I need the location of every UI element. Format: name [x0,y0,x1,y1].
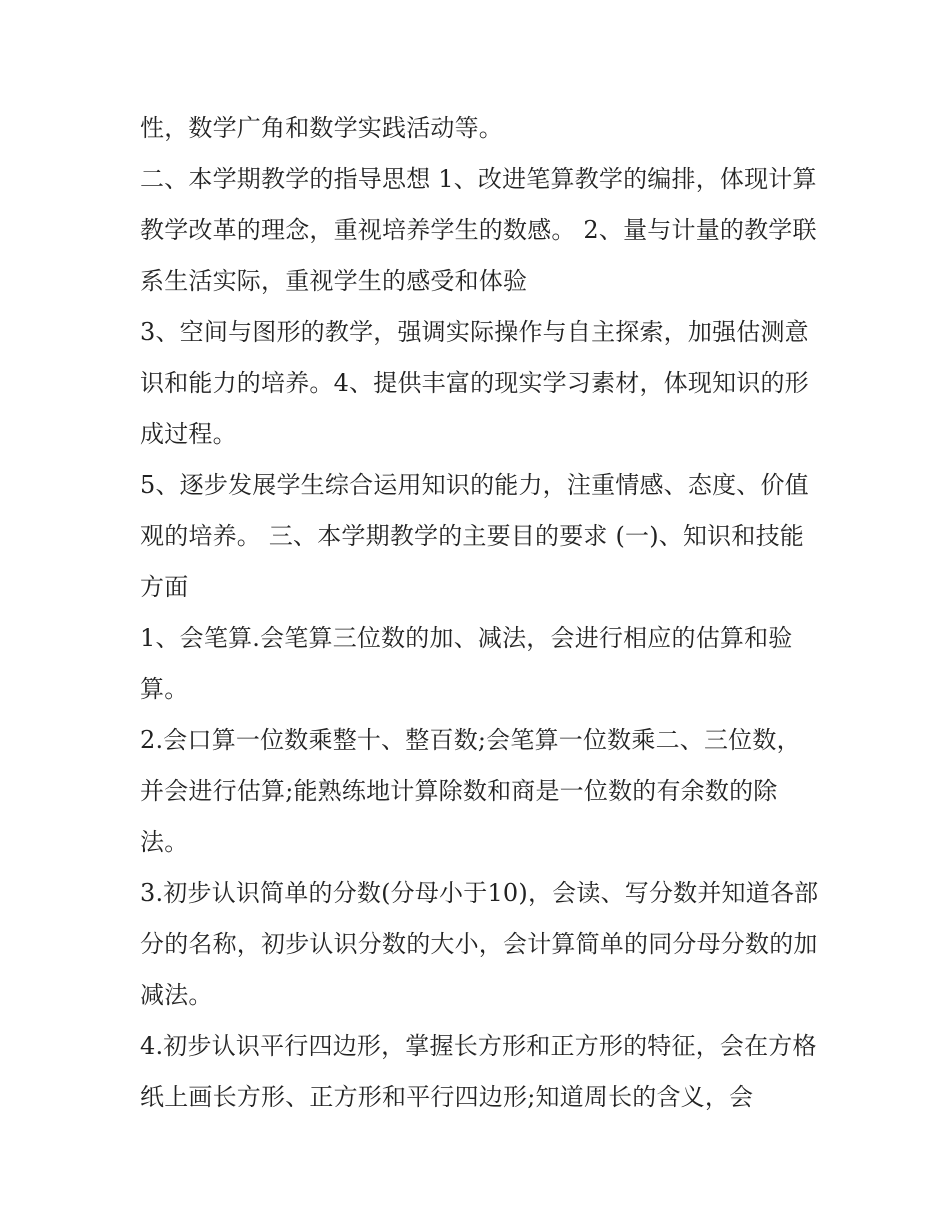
document-body [140,103,820,1123]
paragraph-7: 3.初步认识简单的分数(分母小于10)，会读、写分数并知道各部分的名称，初步认识分数的大小，会计算简单的同分母分数的加减法。 [140,879,819,1009]
paragraph-2: 二、本学期教学的指导思想 1、改进笔算教学的编排，体现计算教学改革的理念，重视培养学生的数感。 2、量与计量的教学联系生活实际，重视学生的感受和体验 [140,165,817,295]
paragraph-8: 4.初步认识平行四边形，掌握长方形和正方形的特征，会在方格纸上画长方形、正方形和平行四边形;知道周长的含义，会 [140,1032,817,1111]
paragraph-5: 1、会笔算.会笔算三位数的加、减法，会进行相应的估算和验算。 [140,624,793,703]
paragraph-3: 3、空间与图形的教学，强调实际操作与自主探索，加强估测意识和能力的培养。4、提供丰富的现实学习素材，体现知识的形成过程。 [140,318,809,448]
paragraph-1: 性，数学广角和数学实践活动等。 [140,114,503,142]
paragraph-6: 2.会口算一位数乘整十、整百数;会笔算一位数乘二、三位数，并会进行估算;能熟练地计算除数和商是一位数的有余数的除法。 [140,726,801,856]
paragraph-4: 5、逐步发展学生综合运用知识的能力，注重情感、态度、价值观的培养。 三、本学期教学的主要目的要求 (一)、知识和技能方面 [140,471,809,601]
